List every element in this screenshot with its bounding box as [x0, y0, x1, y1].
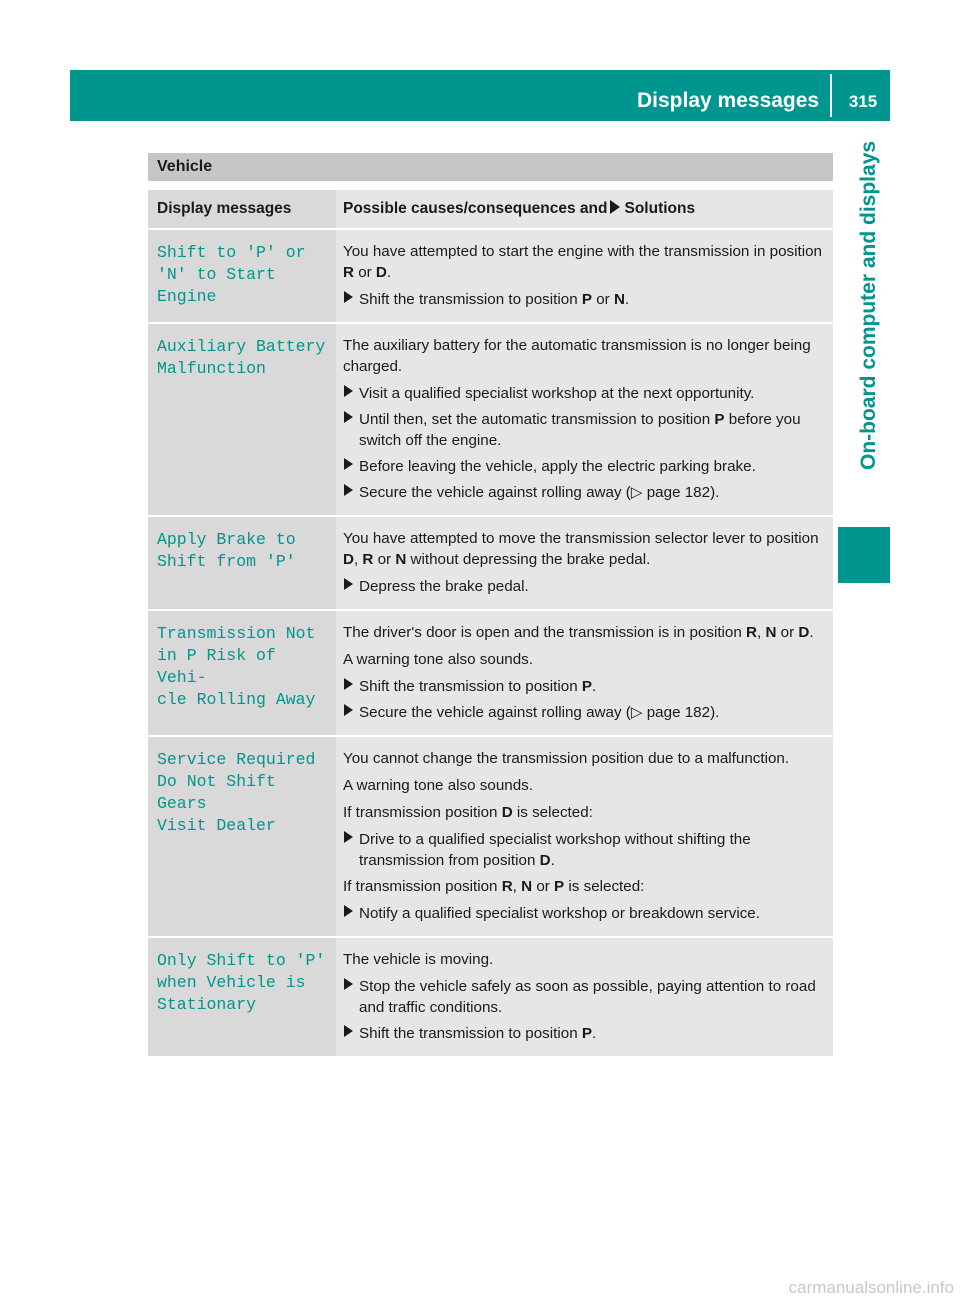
solution-text: Depress the brake pedal.: [359, 578, 529, 595]
solution-step: [343, 976, 827, 1018]
message-cell: [148, 517, 336, 609]
solution-text: Shift the transmission to position P.: [359, 1025, 597, 1042]
table-row: [148, 611, 833, 737]
page-section-title: Display messages: [637, 89, 820, 112]
table-row: [148, 230, 833, 324]
header-separator: [830, 74, 832, 117]
triangle-arrow-icon: [343, 903, 359, 924]
cause-text: You cannot change the transmission position due to a malfunction.: [343, 750, 790, 767]
solution-step: [343, 289, 827, 310]
solution-text: Visit a qualified specialist workshop at the next opportunity.: [359, 385, 755, 402]
triangle-arrow-icon: [343, 383, 359, 404]
page-number: 315: [848, 92, 878, 111]
triangle-arrow-icon: [343, 482, 359, 503]
triangle-arrow-icon: [343, 702, 359, 723]
causes-cell: [336, 324, 833, 515]
cause-text: A warning tone also sounds.: [343, 651, 533, 668]
solution-text: Stop the vehicle safely as soon as possible, paying attention to road and traffic conditions.: [359, 978, 816, 1016]
cause-text: You have attempted to move the transmission selector lever to position D, R or N without depressing the brake pedal.: [343, 530, 819, 568]
cause-text: You have attempted to start the engine with the transmission in position R or D.: [343, 243, 822, 281]
solution-text: Secure the vehicle against rolling away (▷ page 182).: [359, 704, 720, 721]
cause-text: The vehicle is moving.: [343, 951, 494, 968]
solution-text: Notify a qualified specialist workshop or breakdown service.: [359, 905, 760, 922]
triangle-arrow-icon: [343, 456, 359, 477]
causes-cell: [336, 737, 833, 936]
message-cell: [148, 938, 336, 1056]
triangle-arrow-icon: [343, 676, 359, 697]
cause-text: If transmission position R, N or P is selected:: [343, 878, 645, 895]
solution-step: [343, 576, 827, 597]
table-header-row: [148, 190, 833, 230]
chapter-side-label: On-board computer and displays: [857, 140, 880, 470]
solution-step: [343, 1023, 827, 1044]
table-section-title: Vehicle: [148, 153, 833, 181]
solution-text: Before leaving the vehicle, apply the electric parking brake.: [359, 458, 756, 475]
solution-step: [343, 482, 827, 503]
causes-cell: [336, 938, 833, 1056]
display-message-text: Apply Brake to Shift from 'P': [157, 530, 296, 571]
chapter-marker: [838, 527, 890, 583]
display-message-text: Service Required Do Not Shift Gears Visit Dealer: [157, 750, 316, 835]
table-row: [148, 517, 833, 611]
cause-text: A warning tone also sounds.: [343, 777, 533, 794]
causes-cell: [336, 517, 833, 609]
solution-text: Shift the transmission to position P.: [359, 678, 597, 695]
triangle-arrow-icon: [343, 976, 359, 1018]
column-header-causes: [336, 190, 833, 228]
cause-text: The auxiliary battery for the automatic transmission is no longer being charged.: [343, 337, 811, 375]
display-message-text: Shift to 'P' or 'N' to Start Engine: [157, 243, 306, 306]
column-header-messages: Display messages: [148, 190, 336, 228]
triangle-arrow-icon: [343, 409, 359, 451]
triangle-arrow-icon: [343, 289, 359, 310]
display-message-text: Only Shift to 'P' when Vehicle is Stationary: [157, 951, 326, 1014]
solution-text: Shift the transmission to position P or N.: [359, 291, 630, 308]
column-header-causes-text: Possible causes/consequences and: [343, 200, 608, 217]
solution-step: [343, 702, 827, 723]
table-body: [148, 230, 833, 1058]
cause-text: If transmission position D is selected:: [343, 804, 593, 821]
triangle-arrow-icon: [343, 576, 359, 597]
solution-text: Drive to a qualified specialist workshop without shifting the transmission from position D.: [359, 831, 751, 869]
solution-step: [343, 409, 827, 451]
display-messages-table: [148, 153, 833, 1058]
solution-text: Secure the vehicle against rolling away (▷ page 182).: [359, 484, 720, 501]
message-cell: [148, 230, 336, 322]
table-row: [148, 938, 833, 1058]
message-cell: [148, 737, 336, 936]
causes-cell: [336, 611, 833, 735]
solution-step: [343, 383, 827, 404]
table-row: [148, 737, 833, 938]
cause-text: The driver's door is open and the transmission is in position R, N or D.: [343, 624, 814, 641]
table-row: [148, 324, 833, 517]
column-header-solutions-text: Solutions: [624, 200, 696, 217]
message-cell: [148, 611, 336, 735]
solution-step: [343, 676, 827, 697]
display-message-text: Auxiliary Battery Malfunction: [157, 337, 326, 378]
message-cell: [148, 324, 336, 515]
watermark: carmanualsonline.info: [788, 1278, 954, 1297]
triangle-arrow-icon: [343, 1023, 359, 1044]
display-message-text: Transmission Not in P Risk of Vehi‐ cle Rolling Away: [157, 624, 316, 709]
causes-cell: [336, 230, 833, 322]
triangle-arrow-icon: [343, 829, 359, 871]
triangle-arrow-icon: [610, 200, 620, 214]
solution-step: [343, 903, 827, 924]
solution-step: [343, 829, 827, 871]
solution-step: [343, 456, 827, 477]
solution-text: Until then, set the automatic transmission to position P before you switch off the engine.: [359, 411, 801, 449]
